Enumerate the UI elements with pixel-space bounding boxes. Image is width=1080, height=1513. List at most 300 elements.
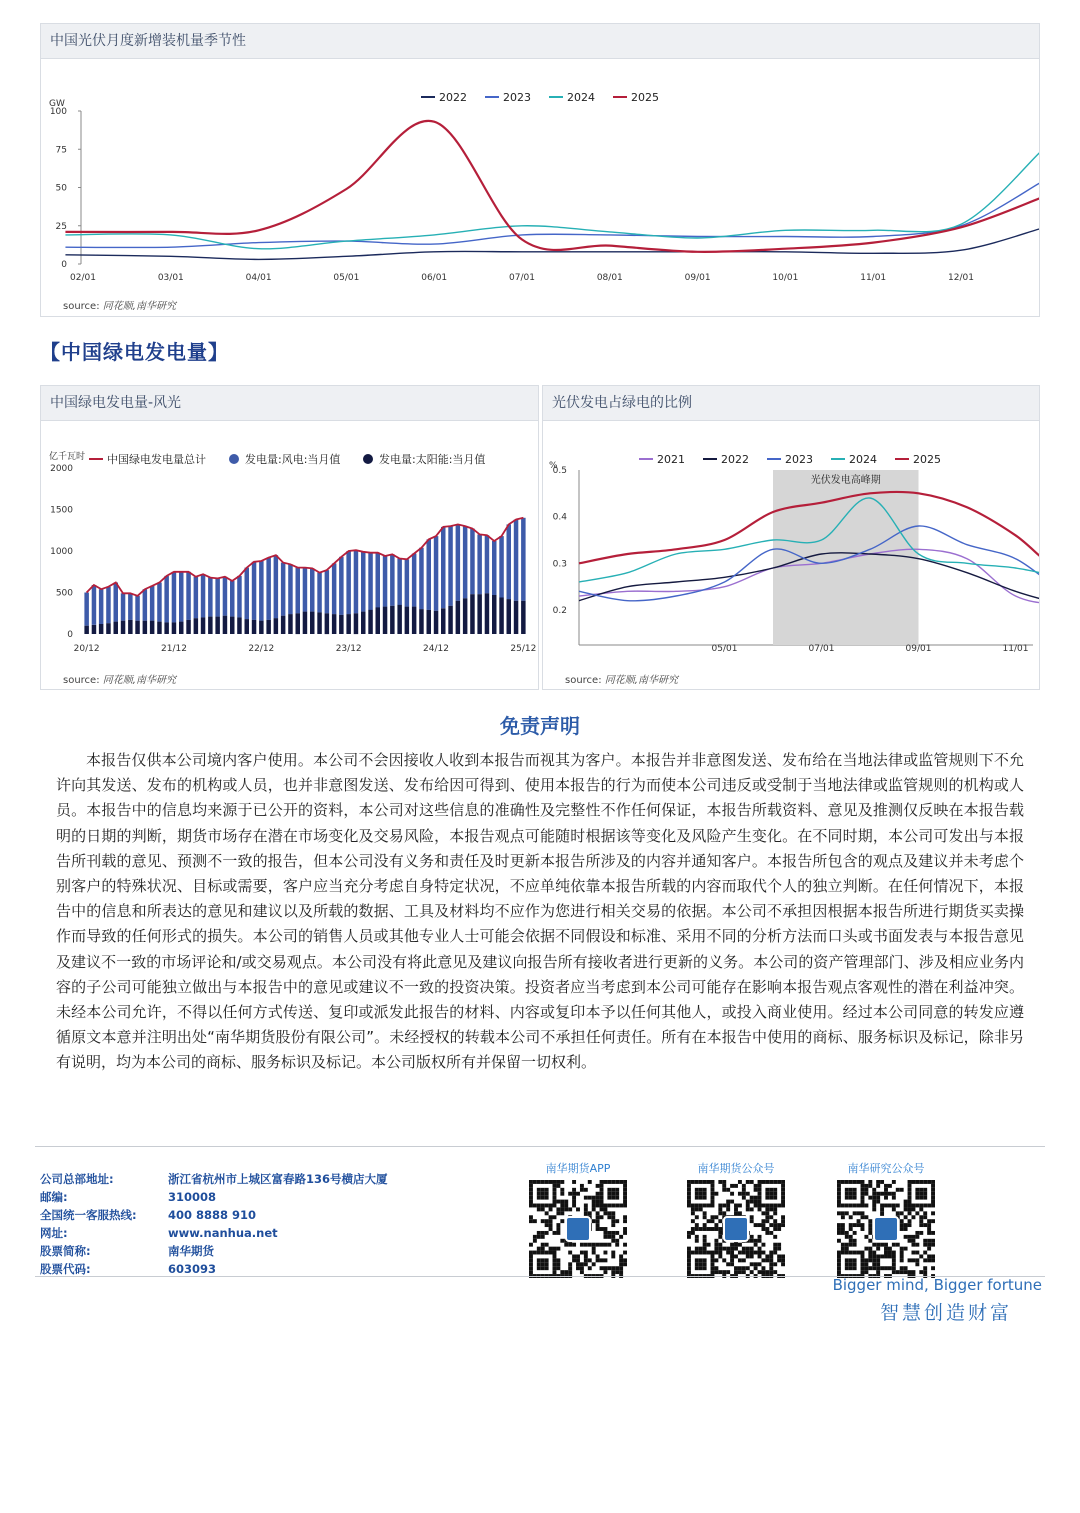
qr-module	[556, 1211, 560, 1215]
legend-label: 发电量:风电:当月值	[245, 453, 341, 466]
qr-module	[699, 1258, 703, 1262]
qr-module	[781, 1196, 785, 1200]
qr-module	[600, 1196, 604, 1200]
bar-wind	[463, 526, 468, 598]
qr-module	[758, 1247, 762, 1251]
qr-module	[896, 1270, 900, 1274]
qr-module	[861, 1188, 865, 1192]
qr-module	[746, 1266, 750, 1270]
qr-module	[607, 1211, 611, 1215]
qr-module	[876, 1266, 880, 1270]
qr-module	[908, 1196, 912, 1200]
qr-module	[711, 1188, 715, 1192]
bar-wind	[485, 535, 490, 593]
qr-module	[541, 1235, 545, 1239]
qr-module	[900, 1219, 904, 1223]
legend-label: 2022	[721, 453, 749, 466]
qr-module	[619, 1258, 623, 1262]
qr-module	[872, 1251, 876, 1255]
qr-module	[769, 1223, 773, 1227]
qr-module	[615, 1180, 619, 1184]
qr-module	[584, 1211, 588, 1215]
qr-module	[730, 1200, 734, 1204]
qr-module	[711, 1204, 715, 1208]
qr-module	[572, 1192, 576, 1196]
qr-module	[607, 1188, 611, 1192]
qr-module	[607, 1196, 611, 1200]
qr-module	[596, 1227, 600, 1231]
qr-module	[876, 1196, 880, 1200]
bar-wind	[252, 562, 256, 620]
qr-module	[896, 1211, 900, 1215]
info-value[interactable]: www.nanhua.net	[168, 1226, 278, 1240]
qr-module	[900, 1258, 904, 1262]
qr-module	[853, 1223, 857, 1227]
qr-module	[845, 1192, 849, 1196]
qr-module	[872, 1204, 876, 1208]
qr-module	[758, 1251, 762, 1255]
qr-module	[541, 1180, 545, 1184]
bar-wind	[128, 593, 133, 620]
qr-module	[845, 1231, 849, 1235]
qr-module	[714, 1243, 718, 1247]
qr-module	[695, 1262, 699, 1266]
qr-module	[691, 1251, 695, 1255]
bar-solar	[499, 598, 504, 635]
qr-module	[777, 1227, 781, 1231]
qr-module	[746, 1204, 750, 1208]
qr-module	[892, 1204, 896, 1208]
qr-module	[746, 1247, 750, 1251]
x-tick-label: 21/12	[161, 644, 187, 654]
qr-module	[857, 1223, 861, 1227]
qr-module	[596, 1184, 600, 1188]
qr-module	[761, 1227, 765, 1231]
x-tick-label: 10/01	[772, 273, 799, 283]
qr-module	[908, 1192, 912, 1196]
qr-module	[529, 1215, 533, 1219]
qr-module	[529, 1192, 533, 1196]
qr-module	[568, 1192, 572, 1196]
qr-module	[611, 1219, 615, 1223]
qr-module	[781, 1188, 785, 1192]
qr-module	[695, 1223, 699, 1227]
qr-module	[541, 1204, 545, 1208]
qr-module	[699, 1180, 703, 1184]
qr-module	[927, 1219, 931, 1223]
chart-panel-green-power	[40, 385, 539, 690]
x-tick-label: 20/12	[73, 644, 100, 654]
bar-wind	[346, 551, 351, 614]
slogan-english: Bigger mind, Bigger fortune	[832, 1276, 1042, 1294]
qr-module	[765, 1207, 769, 1211]
qr-module	[861, 1254, 865, 1258]
qr-module	[911, 1207, 915, 1211]
qr-module	[837, 1188, 841, 1192]
bar-wind	[274, 555, 279, 618]
qr-code-icon	[529, 1180, 627, 1278]
qr-module	[568, 1251, 572, 1255]
qr-module	[730, 1254, 734, 1258]
qr-module	[911, 1243, 915, 1247]
qr-module	[607, 1235, 611, 1239]
qr-module	[841, 1231, 845, 1235]
info-key: 公司总部地址:	[40, 1172, 114, 1186]
x-tick-label: 08/01	[596, 273, 623, 283]
qr-module	[553, 1204, 557, 1208]
qr-module	[765, 1270, 769, 1274]
qr-module	[911, 1215, 915, 1219]
qr-module	[707, 1227, 711, 1231]
qr-module	[919, 1223, 923, 1227]
qr-module	[623, 1243, 627, 1247]
qr-module	[773, 1270, 777, 1274]
qr-module	[603, 1266, 607, 1270]
qr-module	[623, 1188, 627, 1192]
qr-module	[695, 1207, 699, 1211]
qr-module	[553, 1266, 557, 1270]
qr-module	[718, 1180, 722, 1184]
qr-module	[931, 1258, 935, 1262]
qr-module	[699, 1266, 703, 1270]
info-value: 310008	[168, 1190, 217, 1204]
qr-module	[853, 1204, 857, 1208]
qr-module	[861, 1262, 865, 1266]
bar-wind	[164, 576, 169, 623]
qr-module	[699, 1227, 703, 1231]
qr-module	[738, 1243, 742, 1247]
qr-module	[888, 1247, 892, 1251]
qr-module	[607, 1266, 611, 1270]
qr-module	[773, 1219, 777, 1223]
qr-module	[861, 1196, 865, 1200]
qr-module	[853, 1251, 857, 1255]
qr-module	[603, 1180, 607, 1184]
qr-module	[549, 1247, 553, 1251]
legend-label: 2023	[785, 453, 813, 466]
qr-module	[553, 1258, 557, 1262]
qr-module	[572, 1196, 576, 1200]
qr-module	[919, 1180, 923, 1184]
qr-module	[861, 1200, 865, 1204]
qr-module	[711, 1180, 715, 1184]
qr-module	[541, 1192, 545, 1196]
qr-module	[615, 1270, 619, 1274]
qr-module	[623, 1251, 627, 1255]
qr-module	[711, 1258, 715, 1262]
qr-module	[754, 1251, 758, 1255]
qr-module	[600, 1207, 604, 1211]
legend-label: 2022	[439, 91, 467, 104]
bar-wind	[434, 536, 439, 611]
qr-module	[615, 1204, 619, 1208]
qr-module	[576, 1258, 580, 1262]
qr-module	[908, 1184, 912, 1188]
company-info	[40, 1170, 388, 1278]
qr-module	[758, 1204, 762, 1208]
qr-module	[596, 1215, 600, 1219]
legend-label: 2023	[503, 91, 531, 104]
qr-module	[919, 1270, 923, 1274]
bar-wind	[354, 550, 359, 613]
qr-module	[711, 1200, 715, 1204]
qr-module	[927, 1243, 931, 1247]
qr-module	[915, 1204, 919, 1208]
qr-module	[734, 1270, 738, 1274]
qr-module	[750, 1215, 754, 1219]
bar-wind	[390, 554, 395, 606]
qr-module	[900, 1227, 904, 1231]
qr-module	[529, 1204, 533, 1208]
qr-module	[758, 1207, 762, 1211]
qr-module	[837, 1270, 841, 1274]
qr-module	[699, 1251, 703, 1255]
qr-module	[529, 1184, 533, 1188]
qr-module	[718, 1227, 722, 1231]
qr-module	[927, 1231, 931, 1235]
panel-title: 中国绿电发电量-风光	[41, 386, 538, 421]
legend-label: 2025	[631, 91, 659, 104]
qr-module	[730, 1262, 734, 1266]
qr-module	[623, 1180, 627, 1184]
qr-module	[773, 1262, 777, 1266]
qr-label: 南华期货公众号	[697, 1162, 775, 1175]
qr-module	[769, 1188, 773, 1192]
qr-module	[761, 1251, 765, 1255]
bar-solar	[150, 621, 155, 634]
qr-module	[726, 1200, 730, 1204]
qr-module	[915, 1231, 919, 1235]
bar-solar	[463, 598, 468, 634]
qr-module	[777, 1243, 781, 1247]
qr-module	[841, 1211, 845, 1215]
qr-module	[765, 1219, 769, 1223]
qr-module	[580, 1243, 584, 1247]
qr-module	[537, 1258, 541, 1262]
qr-module	[718, 1270, 722, 1274]
qr-module	[560, 1211, 564, 1215]
qr-module	[915, 1192, 919, 1196]
qr-module	[529, 1251, 533, 1255]
info-key: 股票代码:	[40, 1262, 91, 1276]
qr-module	[742, 1247, 746, 1251]
qr-module	[857, 1219, 861, 1223]
qr-module	[861, 1266, 865, 1270]
qr-module	[615, 1219, 619, 1223]
x-tick-label: 24/12	[423, 644, 449, 654]
qr-module	[880, 1192, 884, 1196]
qr-module	[607, 1231, 611, 1235]
qr-module	[919, 1207, 923, 1211]
qr-module	[781, 1262, 785, 1266]
bar-solar	[237, 617, 242, 634]
legend-label: 2024	[567, 91, 595, 104]
qr-module	[553, 1180, 557, 1184]
qr-label: 南华研究公众号	[847, 1162, 925, 1175]
qr-module	[923, 1223, 927, 1227]
qr-module	[695, 1258, 699, 1262]
bar-wind	[150, 586, 155, 621]
qr-module	[703, 1227, 707, 1231]
footer-divider	[35, 1146, 1045, 1147]
qr-module	[619, 1254, 623, 1258]
qr-module	[707, 1219, 711, 1223]
qr-module	[765, 1188, 769, 1192]
qr-module	[931, 1184, 935, 1188]
qr-module	[904, 1223, 908, 1227]
qr-module	[911, 1180, 915, 1184]
qr-module	[596, 1223, 600, 1227]
qr-module	[845, 1180, 849, 1184]
qr-module	[545, 1251, 549, 1255]
qr-module	[623, 1215, 627, 1219]
qr-module	[553, 1231, 557, 1235]
qr-module	[580, 1262, 584, 1266]
qr-module	[600, 1184, 604, 1188]
qr-module	[872, 1258, 876, 1262]
qr-module	[837, 1258, 841, 1262]
qr-module	[722, 1180, 726, 1184]
source-note: source: 同花顺,南华研究	[63, 675, 176, 686]
qr-module	[880, 1204, 884, 1208]
qr-module	[738, 1211, 742, 1215]
bar-wind	[288, 564, 293, 614]
qr-module	[545, 1258, 549, 1262]
bar-solar	[274, 618, 279, 634]
qr-module	[849, 1180, 853, 1184]
qr-module	[857, 1251, 861, 1255]
qr-module	[904, 1215, 908, 1219]
qr-module	[750, 1196, 754, 1200]
qr-module	[545, 1262, 549, 1266]
qr-research-account[interactable]	[831, 1160, 941, 1278]
qr-module	[695, 1235, 699, 1239]
qr-module	[892, 1258, 896, 1262]
qr-module	[864, 1192, 868, 1196]
qr-module	[758, 1180, 762, 1184]
bar-solar	[441, 608, 446, 634]
qr-module	[931, 1196, 935, 1200]
bar-solar	[157, 622, 162, 634]
qr-module	[600, 1180, 604, 1184]
qr-module	[773, 1211, 777, 1215]
qr-module	[837, 1231, 841, 1235]
qr-module	[927, 1180, 931, 1184]
qr-module	[761, 1180, 765, 1184]
qr-module	[611, 1211, 615, 1215]
qr-module	[853, 1180, 857, 1184]
qr-module	[711, 1192, 715, 1196]
qr-module	[738, 1258, 742, 1262]
qr-module	[845, 1196, 849, 1200]
qr-official-account[interactable]	[681, 1160, 791, 1278]
qr-module	[687, 1204, 691, 1208]
qr-module	[722, 1184, 726, 1188]
qr-module	[845, 1204, 849, 1208]
bar-wind	[376, 553, 381, 608]
qr-module	[864, 1262, 868, 1266]
qr-module	[572, 1258, 576, 1262]
qr-module	[781, 1204, 785, 1208]
bar-solar	[281, 616, 286, 634]
qr-module	[529, 1180, 533, 1184]
qr-module	[754, 1239, 758, 1243]
qr-module	[853, 1188, 857, 1192]
qr-module	[880, 1243, 884, 1247]
qr-module	[781, 1180, 785, 1184]
qr-module	[615, 1243, 619, 1247]
qr-module	[864, 1215, 868, 1219]
qr-module	[703, 1251, 707, 1255]
qr-module	[927, 1239, 931, 1243]
qr-module	[872, 1200, 876, 1204]
bar-wind	[215, 578, 220, 616]
qr-module	[769, 1231, 773, 1235]
chart-green-power	[41, 421, 538, 689]
qr-module	[845, 1262, 849, 1266]
x-tick-label: 09/01	[684, 273, 711, 283]
qr-module	[545, 1196, 549, 1200]
qr-module	[584, 1204, 588, 1208]
qr-module	[915, 1180, 919, 1184]
qr-module	[754, 1266, 758, 1270]
qr-module	[761, 1243, 765, 1247]
qr-module	[560, 1219, 564, 1223]
bar-solar	[172, 622, 177, 634]
qr-module	[904, 1207, 908, 1211]
qr-module	[781, 1254, 785, 1258]
qr-module	[576, 1254, 580, 1258]
qr-module	[714, 1215, 718, 1219]
qr-module	[915, 1243, 919, 1247]
qr-module	[564, 1200, 568, 1204]
qr-module	[876, 1262, 880, 1266]
qr-module	[765, 1258, 769, 1262]
qr-module	[545, 1266, 549, 1270]
qr-module	[541, 1258, 545, 1262]
qr-module	[707, 1251, 711, 1255]
qr-module	[537, 1192, 541, 1196]
qr-module	[927, 1223, 931, 1227]
qr-module	[746, 1200, 750, 1204]
qr-module	[758, 1188, 762, 1192]
qr-module	[541, 1196, 545, 1200]
bar-solar	[215, 617, 220, 634]
qr-module	[564, 1270, 568, 1274]
qr-module	[568, 1243, 572, 1247]
qr-module	[553, 1196, 557, 1200]
qr-module	[781, 1223, 785, 1227]
info-key: 邮编:	[40, 1190, 68, 1204]
qr-module	[884, 1266, 888, 1270]
info-value: 南华期货	[168, 1244, 214, 1258]
qr-module	[603, 1243, 607, 1247]
qr-module	[703, 1188, 707, 1192]
qr-module	[545, 1211, 549, 1215]
qr-module	[711, 1184, 715, 1188]
y-tick-label: 1500	[50, 505, 73, 516]
qr-module	[718, 1211, 722, 1215]
qr-module	[687, 1247, 691, 1251]
qr-module	[884, 1243, 888, 1247]
qr-module	[592, 1219, 596, 1223]
qr-module	[931, 1243, 935, 1247]
qr-module	[607, 1243, 611, 1247]
qr-module	[699, 1192, 703, 1196]
qr-module	[750, 1254, 754, 1258]
qr-app[interactable]	[523, 1160, 633, 1278]
bar-solar	[310, 612, 315, 634]
